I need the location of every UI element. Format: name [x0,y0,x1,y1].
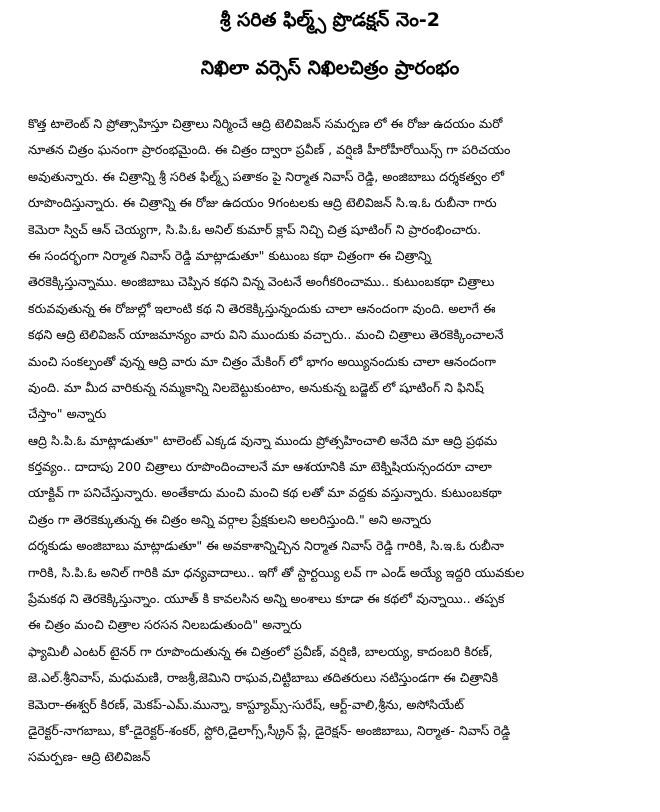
article-line: మంచి సంకల్పంతో వున్న ఆద్రి వారు మా చిత్రం మేకింగ్ లో భాగం అయ్యినందుకు చాలా ఆనందంగా [28,353,497,369]
article-line: ఈ సందర్భంగా నిర్మాత నివాస్ రెడ్డి మాట్లాడుతూ" కుటుంబ కథా చిత్రంగా ఈ చిత్రాన్ని [28,247,432,263]
article-line: కథని ఆద్రి టెలివిజన్ యాజమాన్యం వారు విని ముందుకు వచ్చారు.. మంచి చిత్రాలు తెరకెక్కించాలనే [28,327,504,343]
article-body [28,111,638,771]
article-line: డైరెక్టర్-నాగబాబు, కో-డైరెక్టర్-శంకర్, స్టోరి,డైలాగ్స్,స్క్రీన్ ప్లే, డైరెక్షన్- అంజిబాబు, నిర్మాత- నివాస్ రెడ్డి [28,722,511,738]
article-line: వుంది. మా మీద వారికున్న నమ్మకాన్ని నిలబెట్టుకుంటాం, అనుకున్న బడ్జెట్ లో షూటింగ్ ని ఫినిష్ [28,379,484,395]
article-line: ఈ చిత్రం మంచి చిత్రాల సరసన నిలబడుతుంది" అన్నారు [28,617,302,633]
article-line: ప్రేమకథ ని తెరకెక్కిస్తున్నాం. యూత్ కి కావలసిన అన్ని అంశాలు కూడా ఈ కథలో వున్నాయి.. తప్పక [28,591,505,607]
article-line: రూపొందిస్తున్నారు. ఈ చిత్రాన్ని ఈ రోజు ఉదయం 9గంటలకు ఆద్రి టెలివిజన్ సి.ఇ.ఓ రుబీనా గారు [28,195,497,211]
press-release-subtitle: నిఖిలా వర్సెస్ నిఖిలచిత్రం ప్రారంభం [200,57,460,79]
article-line: తెరకెక్కిస్తున్నాము. అంజిబాబు చెప్పిన కథని విన్న వెంటనే అంగీకరించాము.. కుటుంబకథా చిత్రాలు [28,274,495,290]
article-line: అవుతున్నారు. ఈ చిత్రాన్ని శ్రీ సరిత ఫిల్మ్స్ పతాకం పై నిర్మాత నివాస్ రెడ్డి, అంజిబాబు దర్శకత్వం లో [28,168,505,184]
article-line: కెమెరా స్విచ్ ఆన్ చెయ్యగా, సి.పి.ఓ అనిల్ కుమార్ క్లాప్ నిచ్చి చిత్ర షూటింగ్ ని ప్రారంభించారు. [28,221,482,237]
article-line: జె.ఎల్.శ్రీనివాస్, మధుమణి, రాజశ్రీ,జెమిని రాఘవ,చిట్టిబాబు తదితరులు నటిస్తుండగా ఈ చిత్రానికి [28,670,499,686]
article-line: దర్శకుడు అంజిబాబు మాట్లాడుతూ" ఈ అవకాశాన్నిచ్చిన నిర్మాత నివాస్ రెడ్డి గారికి, సి.ఇ.ఓ రుబీనా [28,538,504,554]
article-line: చిత్రం గా తెరకెక్కుతున్న ఈ చిత్రం అన్ని వర్గాల ప్రేక్షకులని అలరిస్తుంది." అని అన్నారు [28,511,432,527]
article-line: ఫ్యామిలీ ఎంటర్ టైనర్ గా రూపొందుతున్న ఈ చిత్రంలో ప్రవీణ్, వర్షిణి, బాలయ్య, కాదంబరి కిరణ్, [28,643,493,659]
article-line: గారికి, సి.పి.ఓ అనిల్ గారికి మా ధన్యవాదాలు.. ఇగో తో స్టార్టయ్యి లవ్ గా ఎండ్ అయ్యే ఇద్దరి యువకుల [28,564,525,580]
article-line: సమర్పణ- ఆద్రి టెలివిజన్ [28,749,151,765]
article-line: కొత్త టాలెంట్ ని ప్రోత్సాహిస్తూ చిత్రాలు నిర్మించే ఆద్రి టెలివిజన్ సమర్పణ లో ఈ రోజు ఉదయం మరో [28,116,503,131]
article-line: ఆద్రి సి.పి.ఓ మాట్లాడుతూ" టాలెంట్ ఎక్కడ వున్నా ముందు ప్రోత్సహించాలి అనేది మా ఆద్రి ప్రథమ [28,432,498,448]
article-line: కరువవుతున్న ఈ రోజుల్లో ఇలాంటి కథ ని తెరకెక్కిస్తున్నందుకు చాలా ఆనందంగా వుంది. అలాగే ఈ [28,300,496,316]
article-line: చేస్తాం" అన్నారు [28,406,107,422]
article-line: యాక్టివ్ గా పనిచేస్తున్నారు. అంతేకాదు మంచి మంచి కథ లతో మా వద్దకు వస్తున్నారు. కుటుంబకథా [28,485,502,501]
article-line: కెమెరా-ఈశ్వర్ కిరణ్, మెకప్-ఎమ్.మున్నా, కాస్ట్యూమ్స్-సురేష్, ఆర్ట్-వాలి,శ్రీను, అసోసియేట్ [28,696,464,712]
article-line: నూతన చిత్రం ఘనంగా ప్రారంభమైంది. ఈ చిత్రం ద్వారా ప్రవీణ్ , వర్షిణి హీరోహీరోయిన్స్ గా పరిచయం [28,142,511,158]
press-release-title: శ్రీ సరిత ఫిల్మ్స్ ప్రొడక్షన్ నెం-2 [219,9,441,31]
article-line: కర్తవ్యం.. దాదాపు 200 చిత్రాలు రూపొందించాలనే మా ఆశయానికి మా టెక్నిషియన్సందరూ చాలా [28,459,492,475]
